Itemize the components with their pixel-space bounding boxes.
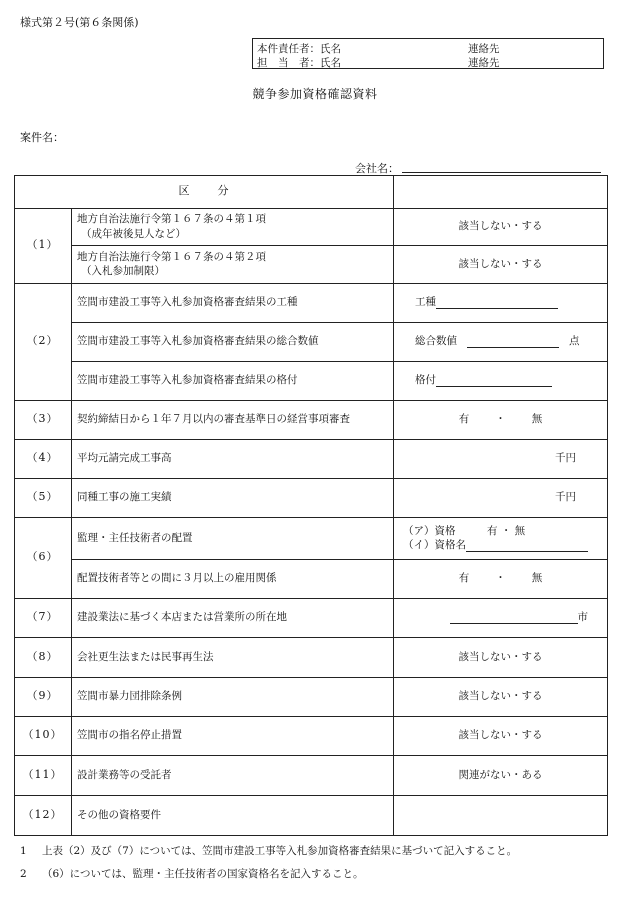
table-row-item: 監理・主任技術者の配置 <box>77 531 193 544</box>
table-row-item: 笠間市建設工事等入札参加資格審査結果の総合数値 <box>77 335 319 348</box>
row-number: （9） <box>26 689 59 703</box>
yes-option: 有 <box>458 572 470 585</box>
document-title: 競争参加資格確認資料 <box>252 87 378 101</box>
no-option: 無 <box>531 572 543 585</box>
yes-no-field[interactable] <box>393 400 608 439</box>
choice-field[interactable]: 該当しない・する <box>458 650 543 663</box>
separator: ・ <box>495 413 506 426</box>
choice-field[interactable]: 関連がない・ある <box>458 768 543 781</box>
item-subtext: （成年被後見人など） <box>81 227 186 240</box>
row-number: （12） <box>22 807 63 821</box>
table-row-item: 会社更生法または民事再生法 <box>77 650 214 663</box>
grade-field[interactable] <box>393 361 608 400</box>
other-requirements-field[interactable] <box>393 795 608 835</box>
row-number: （2） <box>26 334 59 348</box>
grade-label: 格付 <box>415 374 436 387</box>
row-number: （8） <box>26 649 59 663</box>
city-unit: 市 <box>577 611 588 624</box>
row-number: （1） <box>26 238 59 252</box>
table-row-item: 設計業務等の受託者 <box>77 768 172 781</box>
item-subtext: （入札参加制限） <box>81 265 165 277</box>
responsible-contact-label: 連絡先 <box>468 43 500 55</box>
table-row-item: 笠間市建設工事等入札参加資格審査結果の格付 <box>77 374 298 387</box>
qualification-name-label: （イ）資格名 <box>403 539 466 551</box>
amount-field[interactable] <box>393 439 608 478</box>
choice-field[interactable]: 該当しない・する <box>458 729 543 742</box>
unit-label: 千円 <box>555 491 576 504</box>
table-row-item <box>71 245 393 283</box>
contact-row-responsible <box>257 41 500 56</box>
note-2 <box>20 866 363 881</box>
note-text: 上表（2）及び（7）については、笠間市建設工事等入札参加資格審査結果に基づいて記入すること。 <box>42 845 518 857</box>
row-number: （5） <box>26 490 59 504</box>
item-text: 地方自治法施行令第１６７条の４第１項 <box>77 213 266 226</box>
row-number: （10） <box>22 728 63 742</box>
separator: ・ <box>495 572 506 585</box>
qualification-table <box>14 175 608 835</box>
table-row-item: その他の資格要件 <box>77 808 161 821</box>
contact-box <box>252 38 604 69</box>
amount-field[interactable] <box>393 478 608 517</box>
score-unit: 点 <box>569 335 580 348</box>
form-number: 様式第２号(第６条関係) <box>20 16 139 29</box>
note-text: （6）については、監理・主任技術者の国家資格名を記入すること。 <box>42 868 364 880</box>
qualification-field[interactable] <box>393 517 608 559</box>
table-row-item: 笠間市建設工事等入札参加資格審査結果の工種 <box>77 296 298 309</box>
table-row-item: 同種工事の施工実績 <box>77 491 172 504</box>
table-row-item <box>71 208 393 245</box>
table-row-item: 契約締結日から１年７月以内の審査基準日の経営事項審査 <box>77 413 350 426</box>
table-row-item: 建設業法に基づく本店または営業所の所在地 <box>77 611 287 624</box>
table-row-item: 配置技術者等との間に３月以上の雇用関係 <box>77 572 277 585</box>
work-type-field[interactable] <box>393 283 608 322</box>
qualification-yes-no: （ア）資格 有 ・ 無 <box>403 524 526 537</box>
staff-person-label: 担 当 者：氏名 <box>257 57 341 69</box>
choice-field[interactable]: 該当しない・する <box>458 690 543 703</box>
row-number: （6） <box>26 550 59 564</box>
row-number: （11） <box>22 767 63 781</box>
company-name-label: 会社名： <box>355 162 399 175</box>
location-field[interactable] <box>393 598 608 637</box>
responsible-person-label: 本件責任者：氏名 <box>257 43 341 55</box>
table-row-item: 笠間市の指名停止措置 <box>77 729 182 742</box>
table-row-item: 平均元請完成工事高 <box>77 452 172 465</box>
case-name-label: 案件名： <box>20 131 64 144</box>
total-score-label: 総合数値 <box>415 335 457 348</box>
no-option: 無 <box>531 413 543 426</box>
row-number: （3） <box>26 412 59 426</box>
choice-field[interactable]: 該当しない・する <box>458 220 543 233</box>
note-number: 1 <box>20 845 27 857</box>
yes-no-field[interactable] <box>393 559 608 598</box>
note-number: 2 <box>20 868 27 880</box>
choice-field[interactable]: 該当しない・する <box>458 257 543 270</box>
note-1 <box>20 843 517 858</box>
item-text: 地方自治法施行令第１６７条の４第２項 <box>77 250 266 263</box>
table-header-division: 区分 <box>178 184 257 198</box>
total-score-field[interactable] <box>393 322 608 361</box>
staff-contact-label: 連絡先 <box>468 57 500 69</box>
unit-label: 千円 <box>555 452 576 465</box>
row-number: （7） <box>26 610 59 624</box>
table-row-item: 笠間市暴力団排除条例 <box>77 690 182 703</box>
company-name-field[interactable] <box>402 172 601 173</box>
contact-row-staff <box>257 55 500 70</box>
yes-option: 有 <box>458 413 470 426</box>
row-number: （4） <box>26 451 59 465</box>
work-type-label: 工種 <box>415 296 436 309</box>
